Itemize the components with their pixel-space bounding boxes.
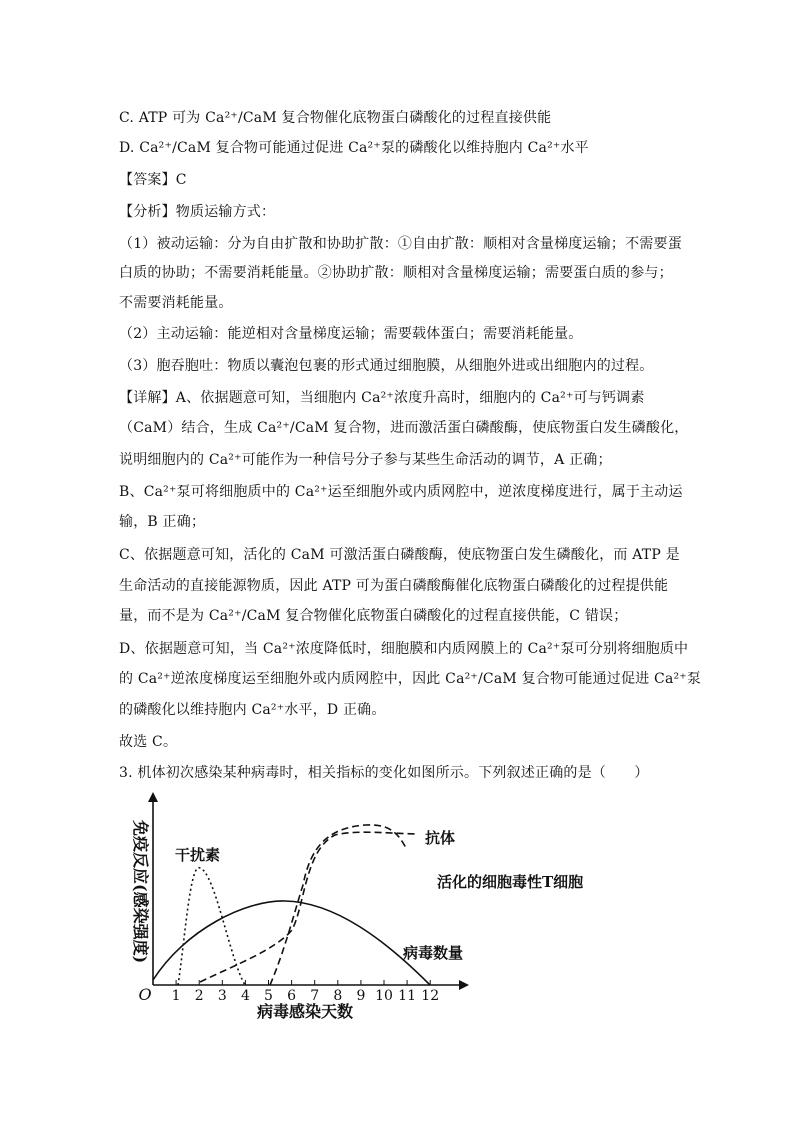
tcell-curve: [270, 825, 407, 985]
x-tick-label: 3: [217, 988, 227, 1004]
text-line: 说明细胞内的 Ca²⁺可能作为一种信号分子参与某些生命活动的调节，A 正确；: [119, 452, 612, 468]
interferon-curve: [178, 868, 245, 985]
text-line: D. Ca²⁺/CaM 复合物可能通过促进 Ca²⁺泵的磷酸化以维持胞内 Ca²⁺水平: [119, 140, 589, 156]
text-line: D、依据题意可知，当 Ca²⁺浓度降低时，细胞膜和内质网膜上的 Ca²⁺泵可分别将细胞质中: [119, 641, 689, 657]
x-tick-label: 5: [264, 988, 273, 1004]
text-line: B、Ca²⁺泵可将细胞质中的 Ca²⁺运至细胞外或内质网腔中，逆浓度梯度进行，属于主动运: [119, 484, 683, 500]
text-line: （1）被动运输：分为自由扩散和协助扩散：①自由扩散：顺相对含量梯度运输；不需要蛋: [119, 236, 682, 252]
interferon-label: 干扰素: [175, 846, 221, 864]
text-line: 不需要消耗能量。: [119, 295, 233, 311]
text-line: 故选 C。: [119, 734, 178, 750]
text-line: C、依据题意可知，活化的 CaM 可激活蛋白磷酸酶，使底物蛋白发生磷酸化，而 ATP 是: [119, 547, 680, 563]
text-line: 白质的协助；不需要消耗能量。②协助扩散：顺相对含量梯度运输；需要蛋白质的参与；: [119, 265, 673, 281]
x-tick-label: 8: [333, 988, 343, 1004]
x-tick-label: 2: [194, 988, 204, 1004]
text-line: 量，而不是为 Ca²⁺/CaM 复合物催化底物蛋白磷酸化的过程直接供能，C 错误；: [119, 608, 628, 624]
virus-curve: [153, 901, 430, 985]
text-line: 【分析】物质运输方式：: [119, 204, 276, 220]
text-line: （2）主动运输：能逆相对含量梯度运输；需要载体蛋白；需要消耗能量。: [119, 326, 583, 342]
antibody-curve: [200, 832, 415, 982]
origin-label: O: [138, 985, 152, 1004]
virus-label: 病毒数量: [403, 944, 464, 962]
text-line: 生命活动的直接能源物质，因此 ATP 可为蛋白磷酸酶催化底物蛋白磷酸化的过程提供能: [119, 578, 669, 594]
x-ticks: [172, 980, 439, 1004]
text-line: （3）胞吞胞吐：物质以囊泡包裹的形式通过细胞膜，从细胞外进或出细胞内的过程。: [119, 358, 654, 374]
x-axis-arrow: [459, 980, 469, 990]
y-axis-arrow: [148, 792, 158, 802]
text-line: 【详解】A、依据题意可知，当细胞内 Ca²⁺浓度升高时，细胞内的 Ca²⁺可与钙调素: [119, 390, 645, 406]
x-tick-label: 7: [310, 988, 320, 1004]
text-line: 的磷酸化以维持胞内 Ca²⁺水平，D 正确。: [119, 702, 386, 718]
y-axis-label: 免疫反应(感染强度): [131, 820, 150, 964]
antibody-label: 抗体: [425, 829, 456, 847]
text-line: （CaM）结合，生成 Ca²⁺/CaM 复合物，进而激活蛋白磷酸酶，使底物蛋白发生磷酸化，: [119, 420, 689, 436]
x-axis-label: 病毒感染天数: [256, 1002, 354, 1021]
x-tick-label: 4: [240, 988, 250, 1004]
x-tick-label: 9: [356, 988, 366, 1004]
immune-response-figure: [125, 790, 584, 1025]
text-line: C. ATP 可为 Ca²⁺/CaM 复合物催化底物蛋白磷酸化的过程直接供能: [119, 110, 552, 126]
x-tick-label: 10: [375, 988, 393, 1004]
x-tick-label: 11: [398, 988, 417, 1004]
x-tick-label: 1: [171, 988, 181, 1004]
text-line: 输，B 正确；: [119, 514, 206, 530]
text-line: 【答案】C: [119, 172, 187, 188]
x-tick-label: 6: [287, 988, 297, 1004]
x-tick-label: 12: [421, 988, 440, 1004]
text-line: 3. 机体初次感染某种病毒时，相关指标的变化如图所示。下列叙述正确的是（ ）: [119, 765, 649, 781]
text-line: 的 Ca²⁺逆浓度梯度运至细胞外或内质网腔中，因此 Ca²⁺/CaM 复合物可能通过促进 Ca²⁺泵: [119, 671, 702, 687]
tcell-label: 活化的细胞毒性T细胞: [437, 873, 584, 891]
